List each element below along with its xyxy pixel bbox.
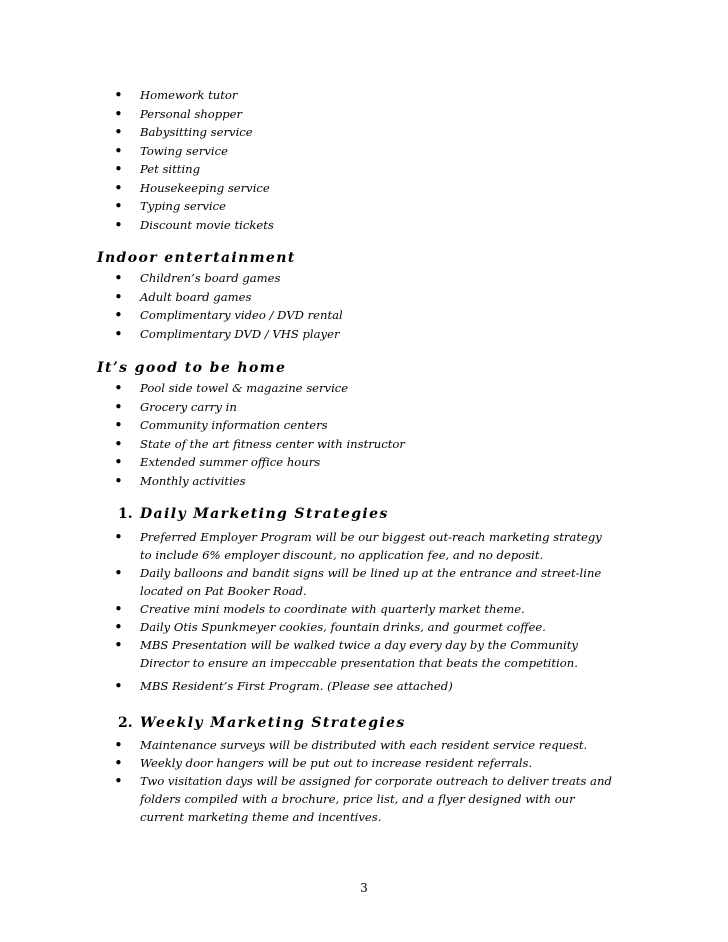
list-item: • Preferred Employer Program will be our biggest out-reach marketing strategy to include 6% employer discount, no application fee, and no deposit. xyxy=(114,528,610,564)
heading-daily-marketing xyxy=(118,506,389,522)
list-item: • Typing service xyxy=(114,197,614,216)
heading-number: 2. xyxy=(118,715,133,731)
list-item: • Extended summer office hours xyxy=(114,453,614,472)
list-item: • Complimentary video / DVD rental xyxy=(114,306,614,325)
list-item: • Two visitation days will be assigned for corporate outreach to deliver treats and folders compiled with a brochure, price list, and a flyer designed with our current marketing theme and incentives. xyxy=(114,772,620,826)
list-item: • State of the art fitness center with instructor xyxy=(114,435,614,454)
list-item: • Homework tutor xyxy=(114,86,614,105)
list-item: • Housekeeping service xyxy=(114,179,614,198)
list-item: • Maintenance surveys will be distributed with each resident service request. xyxy=(114,736,620,754)
list-item: • Children’s board games xyxy=(114,269,614,288)
list-item: • Adult board games xyxy=(114,288,614,307)
daily-list xyxy=(114,528,610,695)
heading-number: 1. xyxy=(118,506,133,522)
list-item: • Towing service xyxy=(114,142,614,161)
indoor-list xyxy=(114,269,614,343)
list-item: • Grocery carry in xyxy=(114,398,614,417)
weekly-list xyxy=(114,736,620,826)
list-item: • Community information centers xyxy=(114,416,614,435)
page-number: 3 xyxy=(360,881,368,895)
list-item: • Babysitting service xyxy=(114,123,614,142)
list-item: • Daily balloons and bandit signs will be lined up at the entrance and street-line located on Pat Booker Road. xyxy=(114,564,610,600)
heading-weekly-marketing xyxy=(118,715,406,731)
list-item: • MBS Presentation will be walked twice a day every day by the Community Director to ensure an impeccable presentation that beats the competition. xyxy=(114,636,610,672)
list-item: • Monthly activities xyxy=(114,472,614,491)
list-item: • Pool side towel & magazine service xyxy=(114,379,614,398)
heading-good-to-be-home: It’s good to be home xyxy=(97,360,287,376)
heading-text: Weekly Marketing Strategies xyxy=(140,715,406,731)
list-item: • Daily Otis Spunkmeyer cookies, fountain drinks, and gourmet coffee. xyxy=(114,618,610,636)
heading-text: Daily Marketing Strategies xyxy=(140,506,389,522)
list-item: • Complimentary DVD / VHS player xyxy=(114,325,614,344)
list-item: • Discount movie tickets xyxy=(114,216,614,235)
list-item: • Weekly door hangers will be put out to increase resident referrals. xyxy=(114,754,620,772)
list-item: • MBS Resident’s First Program. (Please see attached) xyxy=(114,677,610,695)
list-item: • Creative mini models to coordinate with quarterly market theme. xyxy=(114,600,610,618)
list-item: • Pet sitting xyxy=(114,160,614,179)
list-item: • Personal shopper xyxy=(114,105,614,124)
services-list xyxy=(114,86,614,234)
heading-indoor-entertainment: Indoor entertainment xyxy=(97,250,296,266)
home-list xyxy=(114,379,614,490)
